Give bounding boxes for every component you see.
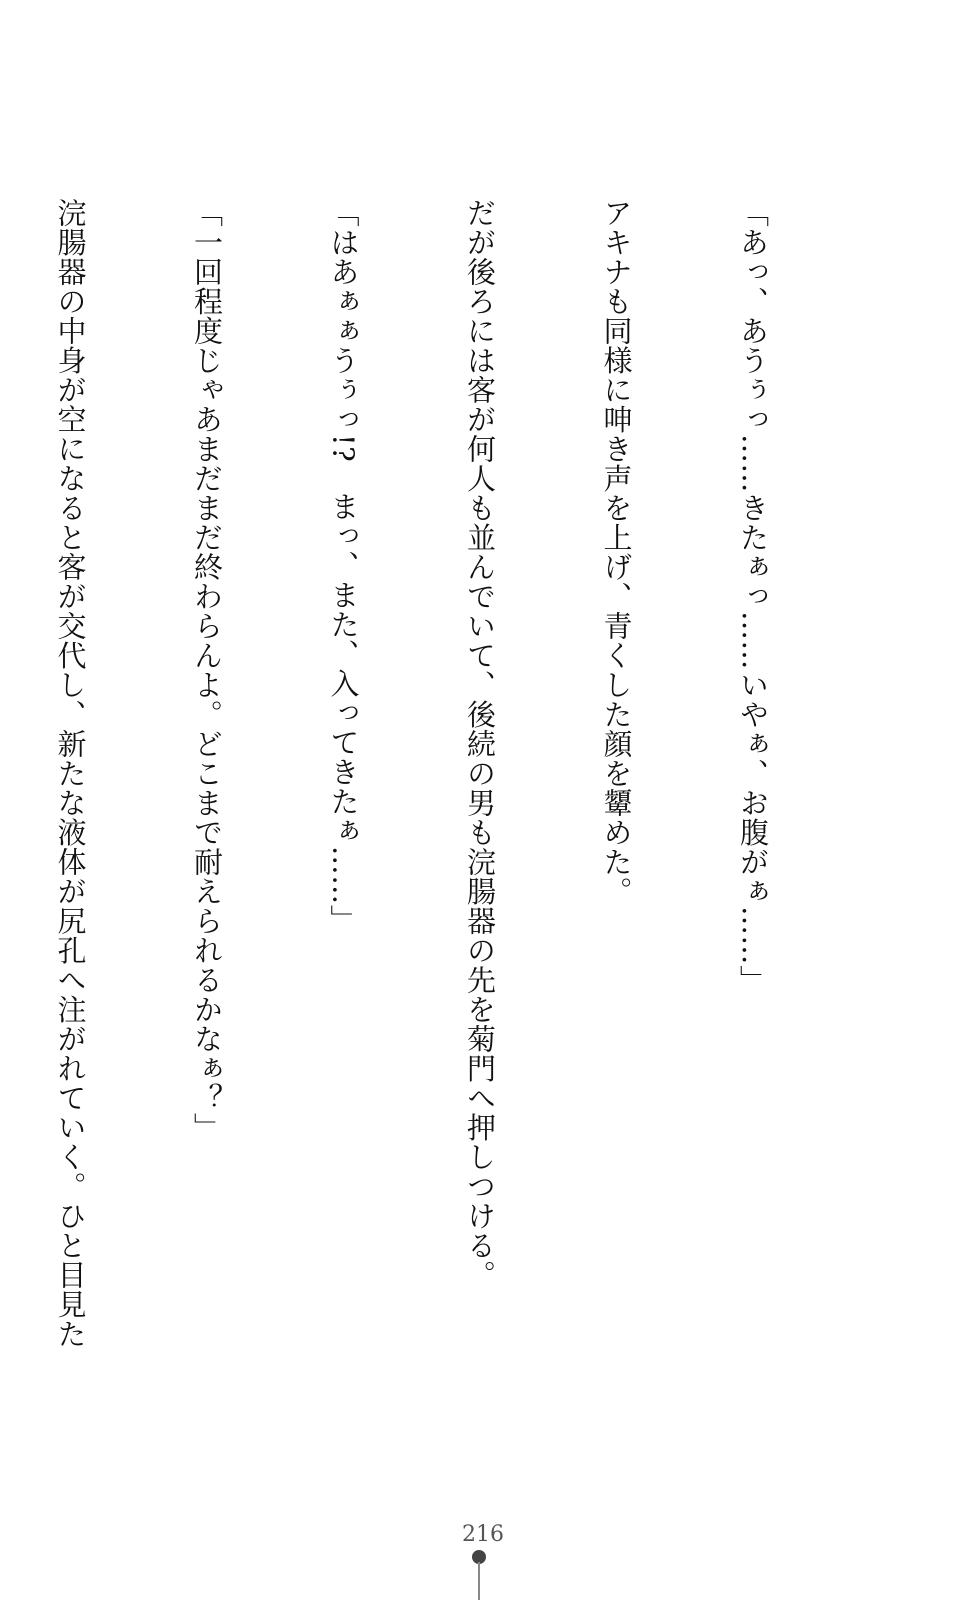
page-marker-line [478, 1562, 480, 1600]
text-line-5: 「一回程度じゃあまだまだ終わらんよ。どこまで耐えられるかなぁ？」 [190, 198, 224, 1142]
text-line-6: 浣腸器の中身が空になると客が交代し、新たな液体が尻孔へ注がれていく。ひと目見た [53, 198, 88, 1349]
page-number: 216 [462, 1522, 504, 1547]
body-text [53, 198, 866, 1349]
text-line-4: 「はあぁぁうぅっ!? まっ、また、入ってきたぁ……」 [326, 198, 361, 935]
text-line-2: アキナも同様に呻き声を上げ、青くした顔を顰めた。 [599, 198, 634, 906]
text-line-3: だが後ろには客が何人も並んでいて、後続の男も浣腸器の先を菊門へ押しつける。 [463, 198, 497, 1290]
text-line-1: 「あっ、あうぅっ……きたぁっ……いやぁ、お腹がぁ……」 [736, 198, 770, 995]
